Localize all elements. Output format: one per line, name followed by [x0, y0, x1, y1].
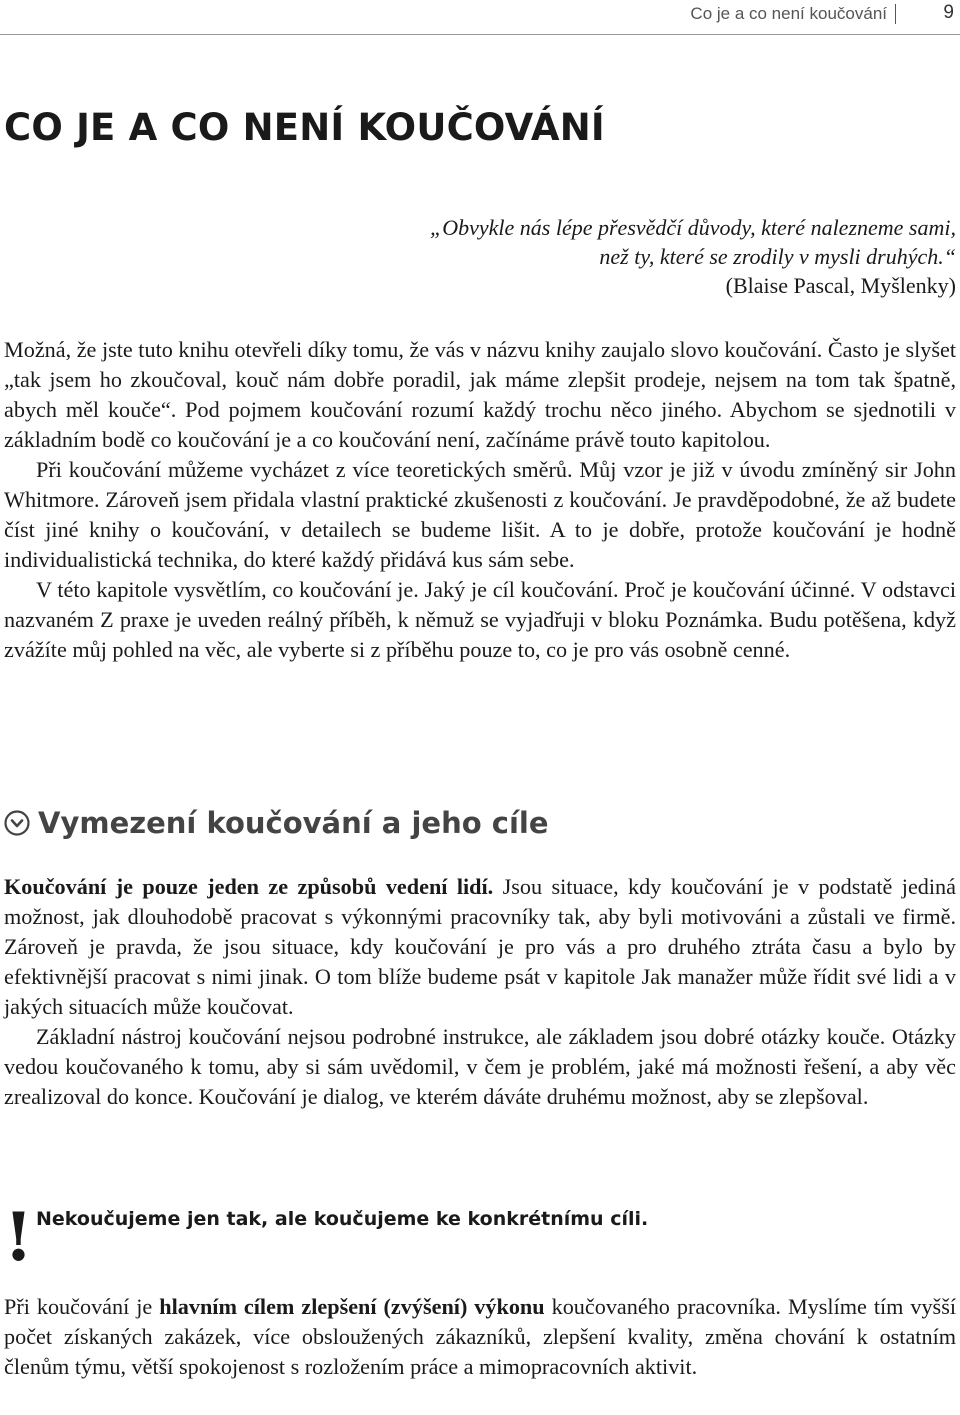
epigraph-quote-line-1: „Obvykle nás lépe přesvědčí důvody, které nalezneme sami,	[430, 215, 956, 240]
closing-text	[4, 1292, 956, 1382]
section-text	[4, 872, 956, 1112]
intro-text	[4, 335, 956, 665]
section-paragraph-1-rest: Jsou situace, kdy koučování je v podstatě jediná možnost, jak dlouhodobě pracovat s výkonnými pracovníky tak, aby byli motivováni a zůstali ve firmě. Zároveň je pravda, že jsou situace, kdy koučování je pro vás a pro druhého ztráta času a bylo by efektivnější pracovat s nimi jinak. O tom blíže budeme psát v kapitole Jak manažer může řídit své lidi a v jakých situacích může koučovat.	[4, 874, 956, 1019]
callout-note	[4, 1196, 956, 1281]
closing-paragraph	[4, 1292, 956, 1382]
running-title: Co je a co není koučování	[690, 4, 896, 24]
epigraph-quote-line-2: než ty, které se zrodily v mysli druhých.“	[599, 244, 956, 269]
section-paragraph-1	[4, 872, 956, 1022]
epigraph-source: (Blaise Pascal, Myšlenky)	[725, 273, 956, 298]
section-heading	[4, 806, 549, 840]
closing-part-2: koučovaného pracovníka. Myslíme tím vyšší počet získaných zakázek, více obsloužených zákazníků, zlepšení kvality, změna chování k ostatním členům týmu, větší spokojenost s rozložením práce a mimopracovních aktivit.	[4, 1294, 956, 1379]
epigraph	[256, 213, 956, 300]
chapter-title: CO JE A CO NENÍ KOUČOVÁNÍ	[4, 106, 605, 149]
page-number: 9	[943, 2, 954, 23]
intro-paragraph-2: Při koučování můžeme vycházet z více teoretických směrů. Můj vzor je již v úvodu zmíněný sir John Whitmore. Zároveň jsem přidala vlastní praktické zkušenosti z koučování. Je pravděpodobné, že až budete číst jiné knihy o koučování, v detailech se budeme lišit. A to je dobře, protože koučování je hodně individualistická technika, do které každý přidává kus sám sebe.	[4, 457, 956, 572]
closing-bold: hlavním cílem zlepšení (zvýšení) výkonu	[159, 1294, 545, 1319]
closing-part-1: Při koučování je	[4, 1294, 160, 1319]
exclamation-icon: !	[4, 1198, 33, 1276]
section-lead-bold: Koučování je pouze jeden ze způsobů vedení lidí.	[4, 874, 494, 899]
intro-paragraph-3: V této kapitole vysvětlím, co koučování je. Jaký je cíl koučování. Proč je koučování účinné. V odstavci nazvaném Z praxe je uveden reálný příběh, k němuž se vyjadřuji v bloku Poznámka. Budu potěšena, když zvážíte můj pohled na věc, ale vyberte si z příběhu pouze to, co je pro vás osobně cenné.	[4, 577, 956, 662]
intro-paragraph-1: Možná, že jste tuto knihu otevřeli díky tomu, že vás v názvu knihy zaujalo slovo koučování. Často je slyšet „tak jsem ho zkoučoval, kouč nám dobře poradil, jak máme zlepšit prodeje, nejsem na tom tak špatně, abych měl kouče“. Pod pojmem koučování rozumí každý trochu něco jiného. Abychom se sjednotili v základním bodě co koučování je a co koučování není, začínáme právě touto kapitolou.	[4, 337, 957, 452]
target-bullet-icon	[4, 810, 30, 836]
section-paragraph-2: Základní nástroj koučování nejsou podrobné instrukce, ale základem jsou dobré otázky kouče. Otázky vedou koučovaného k tomu, aby si sám uvědomil, v čem je problém, jaké má možnosti řešení, a aby věc zrealizoval do konce. Koučování je dialog, ve kterém dáváte druhému možnost, aby se zlepšoval.	[4, 1024, 956, 1109]
callout-text: Nekoučujeme jen tak, ale koučujeme ke konkrétnímu cíli.	[36, 1208, 649, 1230]
section-heading-text: Vymezení koučování a jeho cíle	[38, 806, 549, 840]
running-header	[0, 0, 960, 35]
